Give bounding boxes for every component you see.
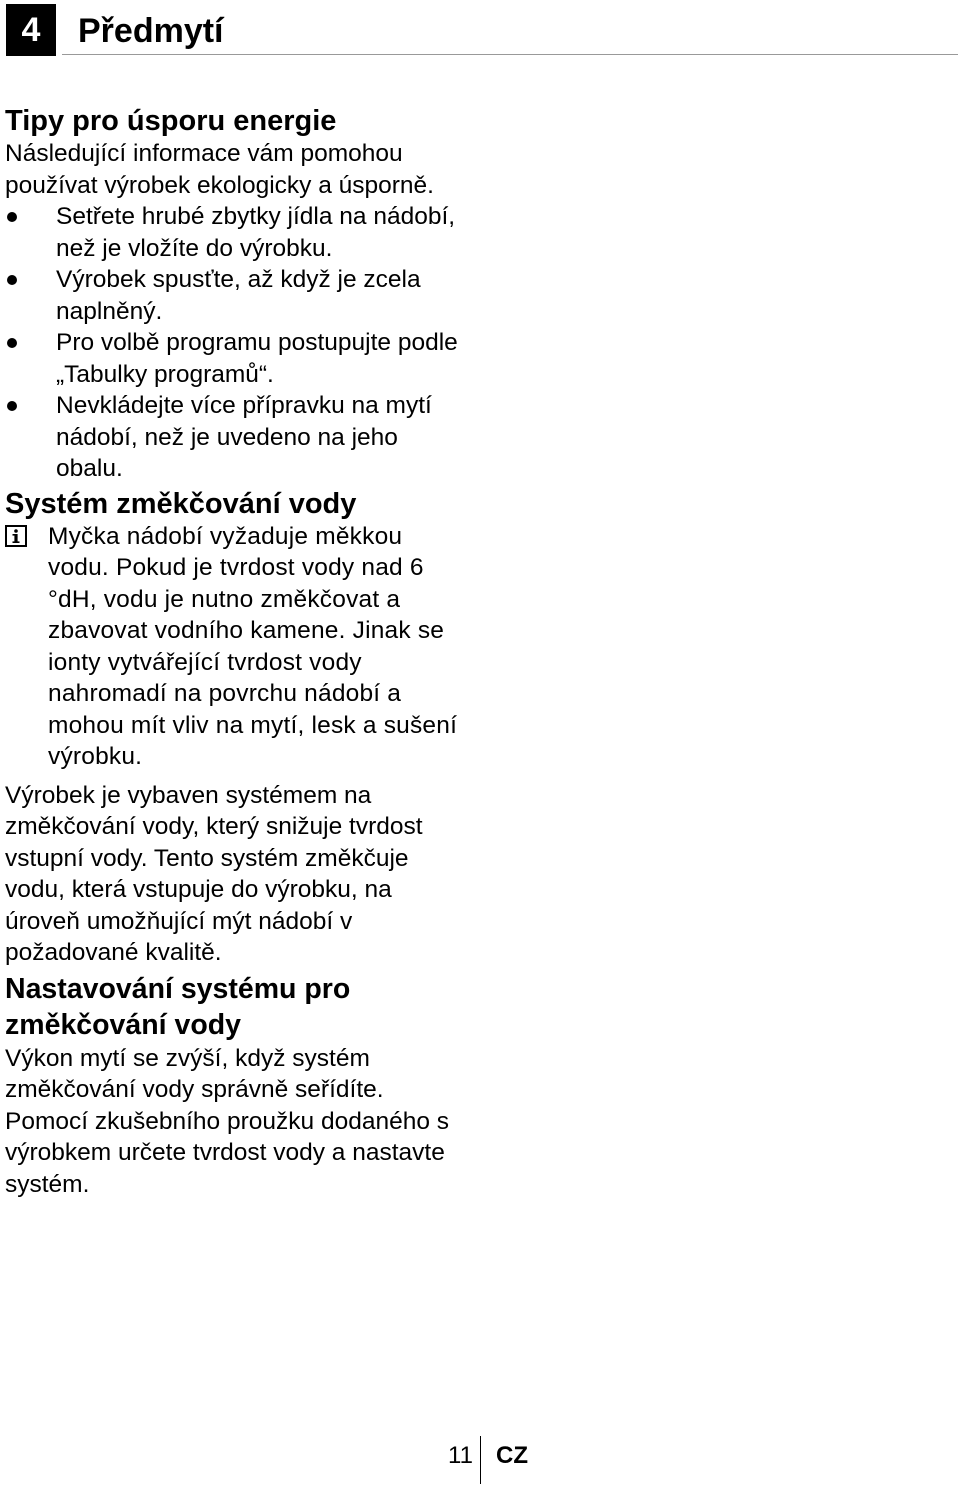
energy-tips-intro: Následující informace vám pomohou používat výrobek ekologicky a úsporně. <box>5 140 434 199</box>
list-item-text: Nevkládejte více přípravku na mytí nádobí, než je uvedeno na jeho obalu. <box>56 392 432 482</box>
bullet-icon <box>7 338 17 348</box>
bullet-icon <box>7 275 17 285</box>
header-rule <box>62 54 958 55</box>
list-item-text: Pro volbě programu postupujte podle „Tabulky programů“. <box>56 329 458 388</box>
list-item-text: Výrobek spusťte, až když je zcela naplněný. <box>56 266 421 325</box>
list-item <box>5 264 465 327</box>
chapter-header <box>6 4 958 56</box>
section-title-softener-setting: Nastavování systému pro změkčování vody <box>5 972 351 1041</box>
language-code: CZ <box>496 1442 528 1469</box>
main-content <box>5 104 465 1200</box>
page-footer <box>448 1436 548 1484</box>
section-title-water-softener: Systém změkčování vody <box>5 487 357 520</box>
page-number: 11 <box>448 1442 473 1469</box>
section-title-energy-tips: Tipy pro úsporu energie <box>5 105 337 137</box>
bullet-icon <box>7 212 17 222</box>
chapter-title: Předmytí <box>78 12 224 50</box>
softener-setting-body: Výkon mytí se zvýší, když systém změkčování vody správně seřídíte. Pomocí zkušebního proužku dodaného s výrobkem určete tvrdost vody a nastavte systém. <box>5 1044 450 1198</box>
info-icon <box>5 525 27 547</box>
list-item <box>5 327 465 390</box>
footer-divider <box>480 1436 481 1484</box>
bullet-icon <box>7 401 17 411</box>
water-softener-body: Výrobek je vybaven systémem na změkčování vody, který snižuje tvrdost vstupní vody. Tento systém změkčuje vodu, která vstupuje do výrobku, na úroveň umožňující mýt nádobí v požadované kvalitě. <box>5 781 423 966</box>
list-item-text: Setřete hrubé zbytky jídla na nádobí, než je vložíte do výrobku. <box>56 203 456 262</box>
list-item <box>5 390 465 485</box>
energy-tips-list <box>5 201 465 485</box>
info-note-text: Myčka nádobí vyžaduje měkkou vodu. Pokud je tvrdost vody nad 6 °dH, vodu je nutno změkčovat a zbavovat vodního kamene. Jinak se ionty vytvářející tvrdost vody nahromadí na povrchu nádobí a mohou mít vliv na mytí, lesk a sušení výrobku. <box>48 522 458 770</box>
info-note <box>5 521 465 773</box>
chapter-number: 4 <box>6 4 56 56</box>
list-item <box>5 201 465 264</box>
